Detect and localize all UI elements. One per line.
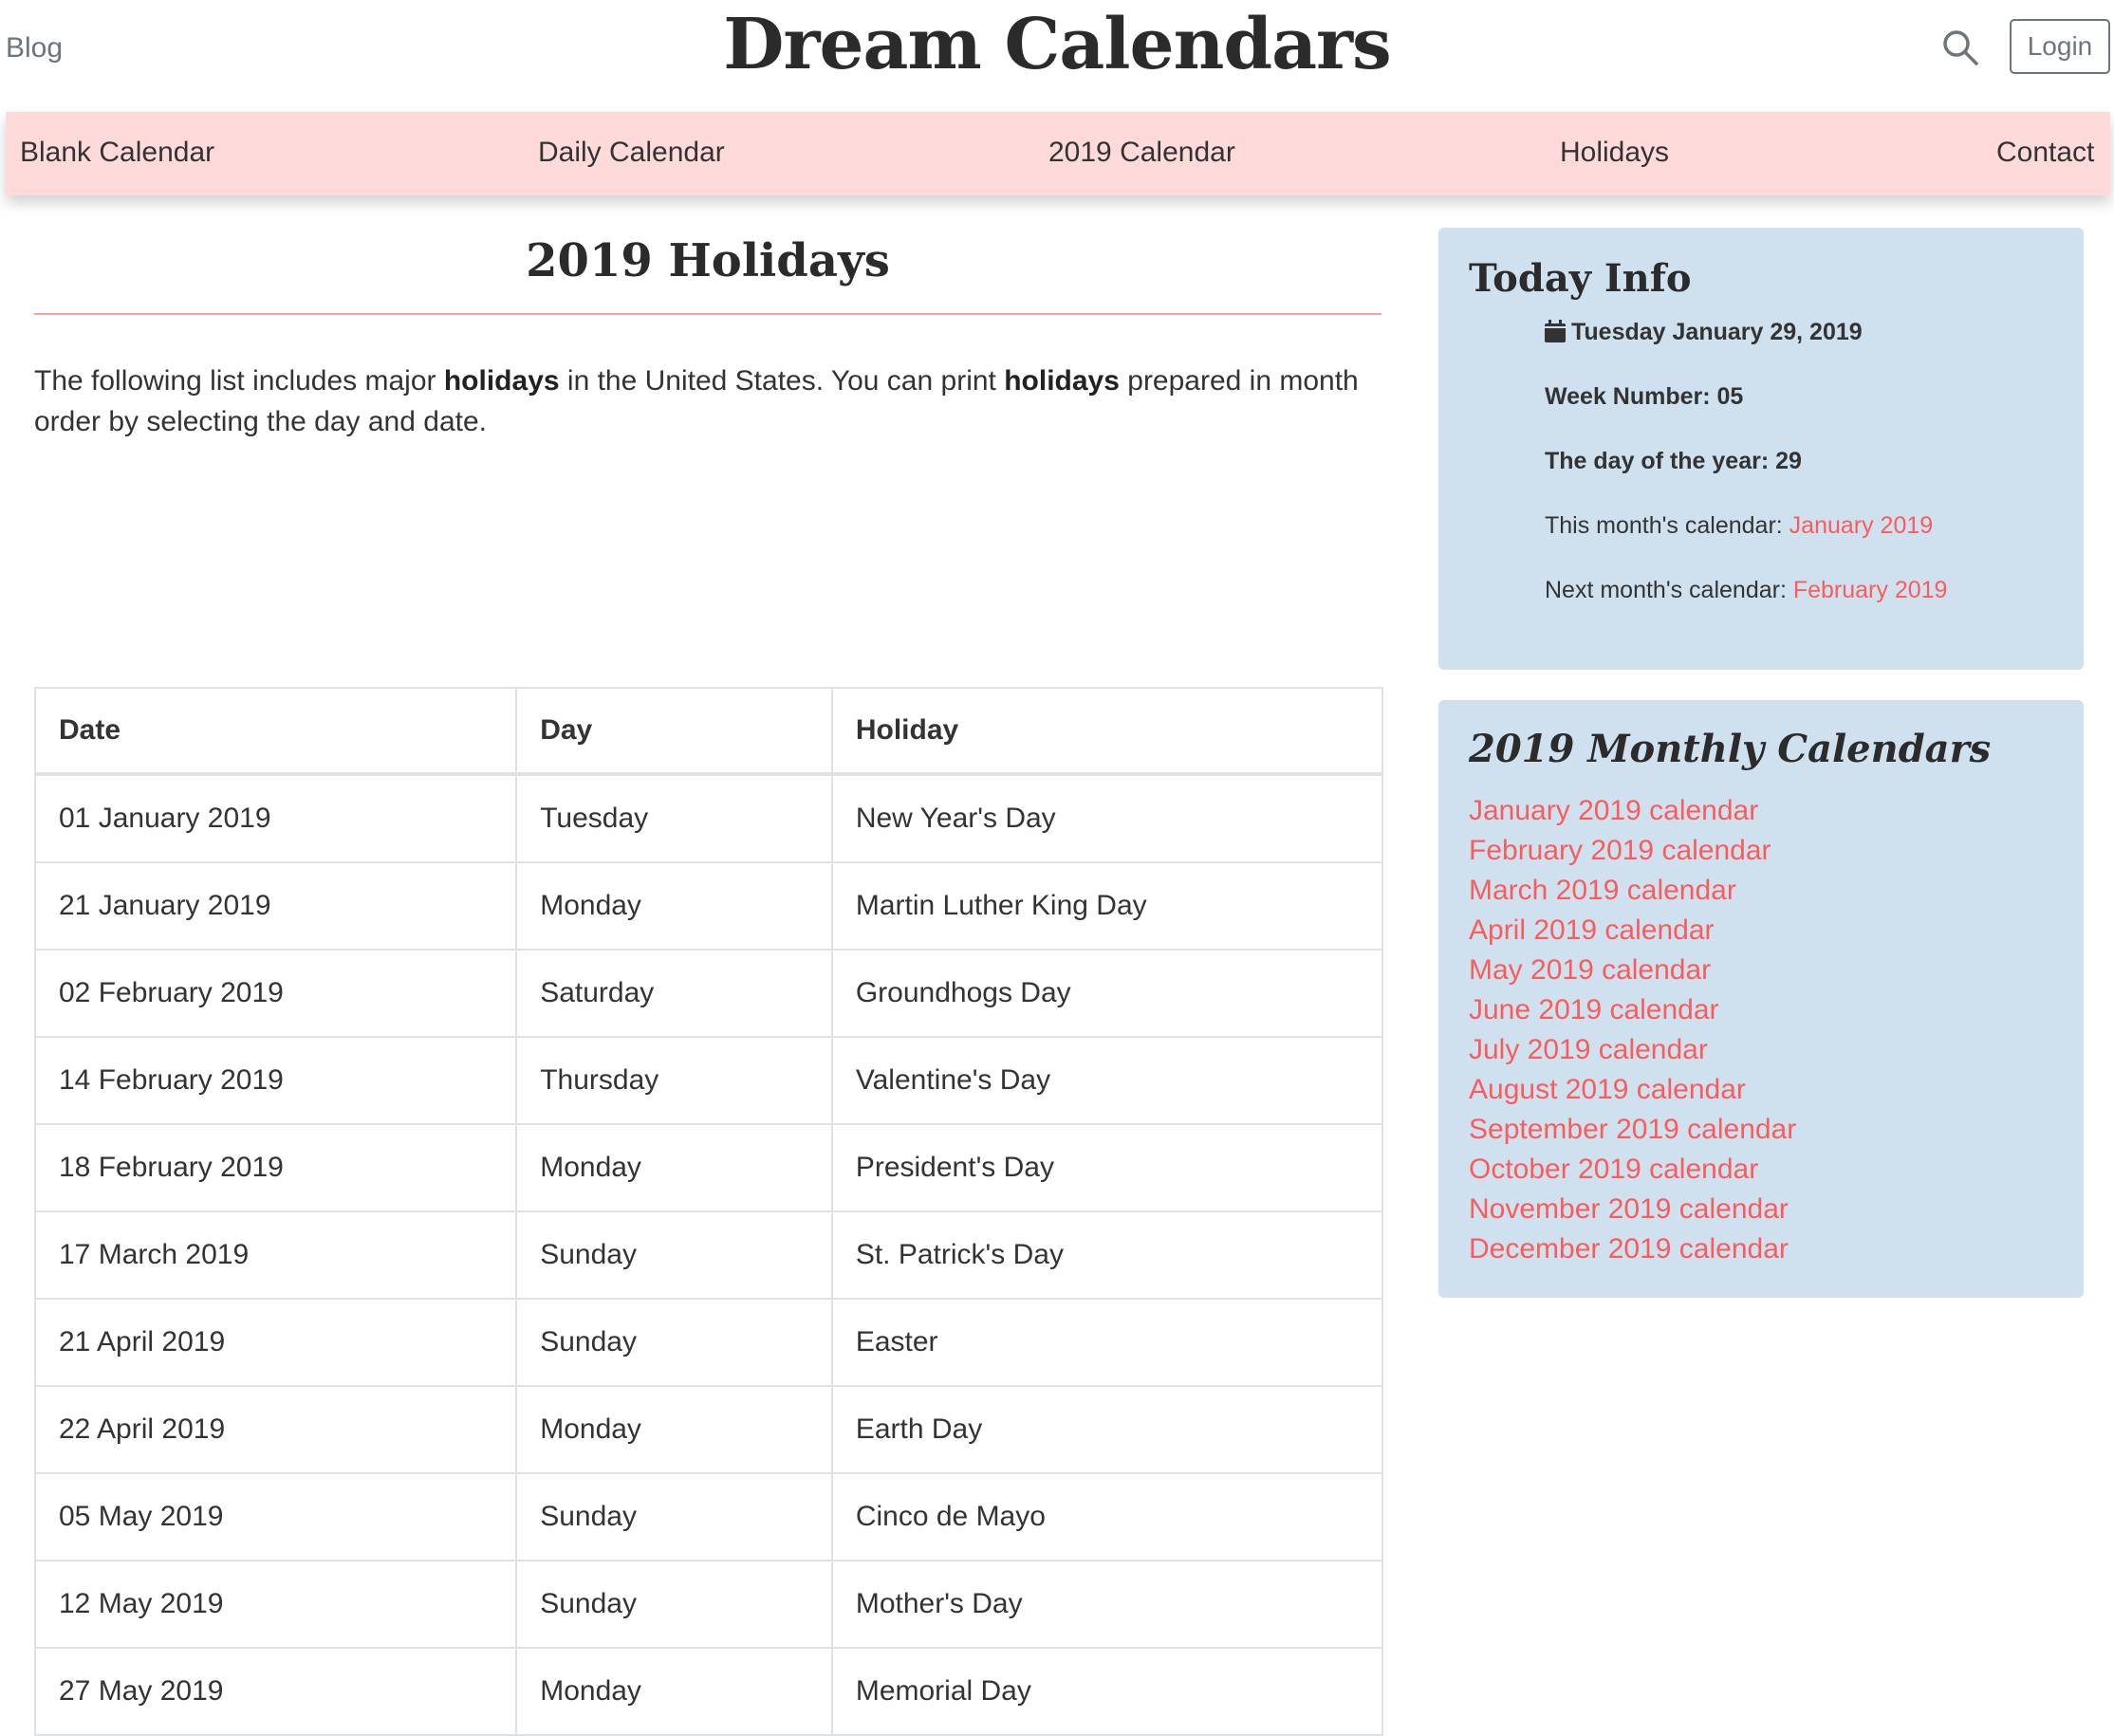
month-calendar-link[interactable]: August 2019 calendar: [1469, 1074, 1746, 1105]
monthly-calendars-panel: [1438, 700, 2084, 1298]
next-month-label: Next month's calendar:: [1545, 577, 1793, 603]
table-header-row: [35, 688, 1382, 774]
intro-paragraph: [34, 360, 1382, 442]
intro-text-2: in the United States. You can print: [559, 365, 1005, 397]
holiday-cell: Mother's Day: [832, 1561, 1382, 1648]
day-cell: Tuesday: [516, 774, 832, 862]
date-cell: 21 January 2019: [35, 862, 516, 950]
table-row: [35, 1561, 1382, 1648]
monthly-calendar-links: [1469, 791, 1796, 1269]
holiday-cell: Earth Day: [832, 1386, 1382, 1473]
intro-bold-1: holidays: [443, 365, 560, 397]
holiday-cell: St. Patrick's Day: [832, 1211, 1382, 1299]
this-month-label: This month's calendar:: [1545, 512, 1789, 539]
month-calendar-link[interactable]: April 2019 calendar: [1469, 914, 1715, 946]
month-calendar-link[interactable]: November 2019 calendar: [1469, 1193, 1789, 1225]
next-month-link[interactable]: February 2019: [1792, 577, 1948, 603]
table-row: [35, 1124, 1382, 1211]
month-calendar-link[interactable]: December 2019 calendar: [1469, 1233, 1789, 1265]
table-row: [35, 774, 1382, 862]
holiday-cell: Easter: [832, 1299, 1382, 1386]
holiday-cell: Memorial Day: [832, 1648, 1382, 1735]
month-calendar-link[interactable]: June 2019 calendar: [1469, 994, 1719, 1025]
nav-item-daily-calendar[interactable]: Daily Calendar: [538, 137, 725, 168]
date-cell: 05 May 2019: [35, 1473, 516, 1561]
nav-item-holidays[interactable]: Holidays: [1560, 137, 1670, 168]
holiday-cell: New Year's Day: [832, 774, 1382, 862]
month-calendar-link[interactable]: October 2019 calendar: [1469, 1154, 1759, 1185]
table-row: [35, 1386, 1382, 1473]
holiday-cell: President's Day: [832, 1124, 1382, 1211]
site-header: [0, 0, 2114, 112]
day-cell: Thursday: [516, 1037, 832, 1124]
today-info-title: Today Info: [1469, 256, 1692, 301]
next-month-calendar: [1545, 577, 1947, 604]
monthly-calendars-title: 2019 Monthly Calendars: [1469, 727, 1992, 771]
date-cell: 18 February 2019: [35, 1124, 516, 1211]
date-cell: 21 April 2019: [35, 1299, 516, 1386]
intro-text-3: prepared in month order by selecting the day and date.: [34, 365, 1359, 437]
today-info-panel: [1438, 228, 2084, 670]
table-row: [35, 1037, 1382, 1124]
table-row: [35, 1648, 1382, 1735]
nav-item-blank-calendar[interactable]: Blank Calendar: [20, 137, 215, 168]
column-header-holiday: Holiday: [832, 688, 1382, 774]
this-month-link[interactable]: January 2019: [1789, 512, 1934, 539]
main-nav: [6, 112, 2110, 195]
holiday-cell: Martin Luther King Day: [832, 862, 1382, 950]
title-divider: [34, 313, 1382, 315]
main-content: [34, 218, 1382, 1707]
week-number: Week Number: 05: [1545, 383, 1744, 410]
month-calendar-link[interactable]: March 2019 calendar: [1469, 875, 1736, 906]
date-cell: 12 May 2019: [35, 1561, 516, 1648]
nav-item-2019-calendar[interactable]: 2019 Calendar: [1048, 137, 1235, 168]
nav-item-contact[interactable]: Contact: [1996, 137, 2095, 168]
table-row: [35, 1211, 1382, 1299]
blog-link[interactable]: Blog: [6, 32, 64, 64]
month-calendar-link[interactable]: January 2019 calendar: [1469, 795, 1759, 826]
today-date: [1545, 319, 1863, 346]
site-title[interactable]: Dream Calendars: [723, 4, 1391, 85]
day-cell: Sunday: [516, 1473, 832, 1561]
holiday-cell: Groundhogs Day: [832, 950, 1382, 1037]
page-title: 2019 Holidays: [526, 234, 890, 287]
date-cell: 14 February 2019: [35, 1037, 516, 1124]
table-row: [35, 862, 1382, 950]
table-row: [35, 950, 1382, 1037]
calendar-icon: [1545, 320, 1566, 342]
day-of-year: The day of the year: 29: [1545, 448, 1802, 474]
table-row: [35, 1299, 1382, 1386]
day-cell: Monday: [516, 862, 832, 950]
holiday-cell: Cinco de Mayo: [832, 1473, 1382, 1561]
column-header-date: Date: [35, 688, 516, 774]
this-month-calendar: [1545, 512, 1933, 540]
day-cell: Monday: [516, 1386, 832, 1473]
search-icon[interactable]: [1941, 28, 1979, 66]
login-button[interactable]: Login: [2010, 19, 2110, 74]
holidays-table-body: [35, 774, 1382, 1735]
date-cell: 22 April 2019: [35, 1386, 516, 1473]
table-row: [35, 1473, 1382, 1561]
intro-text-1: The following list includes major: [34, 365, 444, 397]
holiday-cell: Valentine's Day: [832, 1037, 1382, 1124]
day-cell: Monday: [516, 1648, 832, 1735]
date-cell: 01 January 2019: [35, 774, 516, 862]
date-cell: 27 May 2019: [35, 1648, 516, 1735]
day-cell: Sunday: [516, 1211, 832, 1299]
holidays-table: [34, 687, 1383, 1736]
today-date-text: Tuesday January 29, 2019: [1571, 319, 1863, 345]
date-cell: 02 February 2019: [35, 950, 516, 1037]
intro-bold-2: holidays: [1004, 365, 1120, 397]
day-cell: Sunday: [516, 1299, 832, 1386]
day-cell: Sunday: [516, 1561, 832, 1648]
month-calendar-link[interactable]: February 2019 calendar: [1469, 835, 1771, 866]
day-cell: Saturday: [516, 950, 832, 1037]
day-cell: Monday: [516, 1124, 832, 1211]
date-cell: 17 March 2019: [35, 1211, 516, 1299]
month-calendar-link[interactable]: July 2019 calendar: [1469, 1034, 1708, 1065]
column-header-day: Day: [516, 688, 832, 774]
month-calendar-link[interactable]: May 2019 calendar: [1469, 954, 1712, 986]
month-calendar-link[interactable]: September 2019 calendar: [1469, 1114, 1797, 1145]
